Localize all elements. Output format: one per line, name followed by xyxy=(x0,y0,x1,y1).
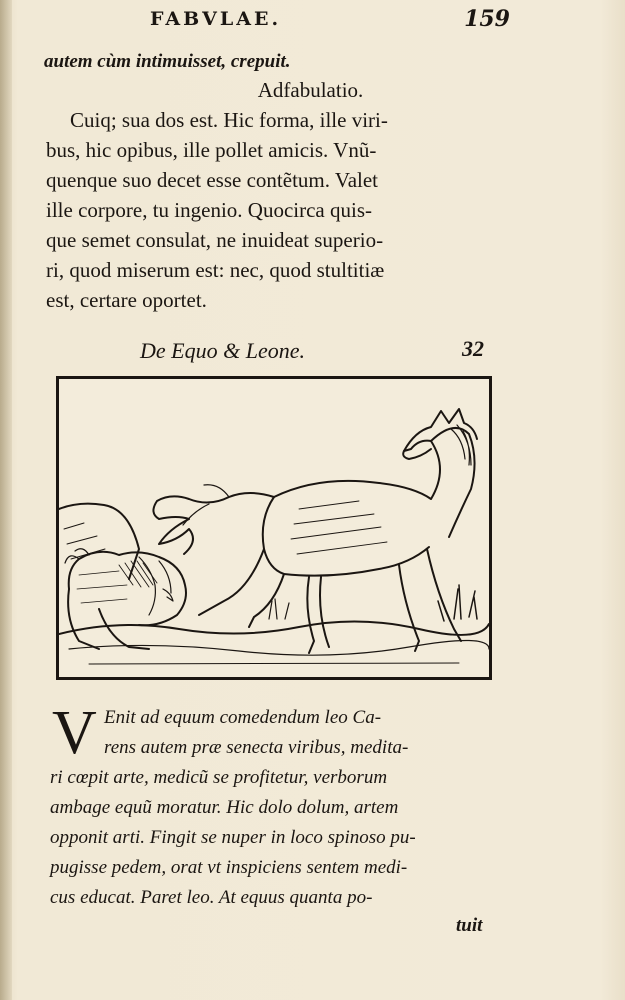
horse-and-lion-woodcut xyxy=(59,379,489,677)
moral-line-6: ille corpore, tu ingenio. Quocirca quis- xyxy=(46,198,372,222)
horse-tail xyxy=(153,493,274,554)
running-head: FABVLAE. xyxy=(150,8,282,30)
woodcut-illustration xyxy=(56,376,492,680)
fable-line-5: opponit arti. Fingit se nuper in loco spinoso pu- xyxy=(50,827,416,848)
moral-line-8: ri, quod miserum est: nec, quod stultitiæ xyxy=(46,258,385,282)
ground-line xyxy=(59,621,489,634)
page-header xyxy=(150,8,510,38)
fable-line-1: Enit ad equum comedendum leo Ca- xyxy=(104,707,382,728)
horse-back xyxy=(274,428,475,537)
catchword: tuit xyxy=(456,915,483,936)
folio-number: 159 xyxy=(464,6,510,32)
moral-line-5: quenque suo decet esse contẽtum. Valet xyxy=(46,168,379,192)
moral-line-4: bus, hic opibus, ille pollet amicis. Vnũ- xyxy=(46,138,377,162)
moral-line-3: Cuiq; sua dos est. Hic forma, ille viri- xyxy=(70,108,388,132)
fable-line-6: pugisse pedem, orat vt inspiciens sentem medi- xyxy=(50,857,408,878)
fable-title: De Equo & Leone. xyxy=(140,338,305,363)
moral-line-1: autem cùm intimuisset, crepuit. xyxy=(44,51,291,72)
fable-number: 32 xyxy=(462,336,484,361)
moral-line-7: que semet consulat, ne inuideat superio- xyxy=(46,228,384,252)
dropcap-letter: V xyxy=(52,699,97,767)
moral-line-9: est, certare oportet. xyxy=(46,288,207,312)
adfabulatio-heading: Adfabulatio. xyxy=(257,78,364,102)
fable-line-3: ri cœpit arte, medicũ se profitetur, verborum xyxy=(50,767,388,788)
fable-line-4: ambage equũ moratur. Hic dolo dolum, artem xyxy=(50,797,399,818)
page-gutter xyxy=(0,0,12,1000)
fable-line-2: rens autem præ senecta viribus, medita- xyxy=(104,737,409,758)
fable-line-7: cus educat. Paret leo. At equus quanta po- xyxy=(50,887,373,908)
